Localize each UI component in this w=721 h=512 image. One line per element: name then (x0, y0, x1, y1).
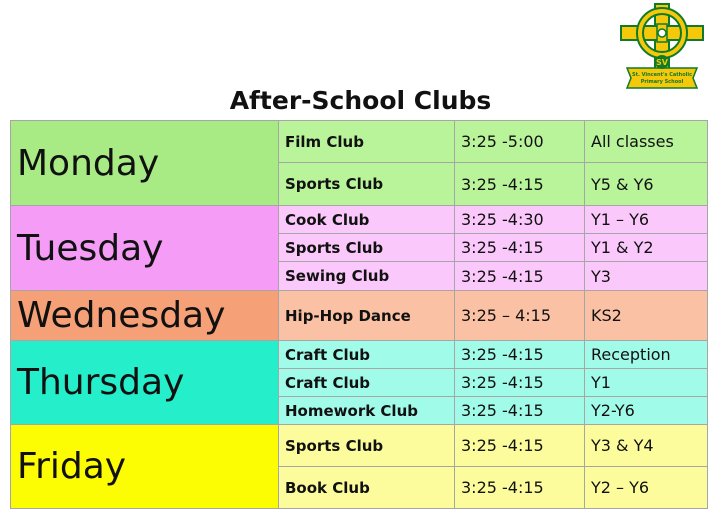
club-time: 3:25 -4:15 (455, 234, 585, 262)
day-thursday: Thursday (11, 341, 279, 425)
table-row (11, 206, 708, 234)
club-name: Homework Club (279, 397, 455, 425)
club-time: 3:25 -4:15 (455, 397, 585, 425)
club-classes: Y2 – Y6 (585, 467, 708, 509)
club-classes: Y1 & Y2 (585, 234, 708, 262)
club-name: Craft Club (279, 341, 455, 369)
club-classes: Y5 & Y6 (585, 163, 708, 206)
day-friday: Friday (11, 425, 279, 509)
club-time: 3:25 -4:15 (455, 425, 585, 467)
club-classes: KS2 (585, 291, 708, 341)
table-row (11, 341, 708, 369)
school-crest-logo (617, 2, 707, 92)
club-name: Sports Club (279, 425, 455, 467)
club-classes: Y2-Y6 (585, 397, 708, 425)
club-name: Cook Club (279, 206, 455, 234)
clubs-timetable (10, 120, 708, 509)
club-classes: Y3 (585, 262, 708, 291)
club-time: 3:25 -5:00 (455, 121, 585, 163)
club-name: Craft Club (279, 369, 455, 397)
club-time: 3:25 -4:15 (455, 163, 585, 206)
svg-text:SV: SV (656, 58, 668, 67)
club-time: 3:25 -4:30 (455, 206, 585, 234)
day-monday: Monday (11, 121, 279, 206)
club-time: 3:25 -4:15 (455, 467, 585, 509)
club-name: Hip-Hop Dance (279, 291, 455, 341)
club-time: 3:25 -4:15 (455, 341, 585, 369)
club-name: Book Club (279, 467, 455, 509)
logo-text-line1: St. Vincent's Catholic (631, 72, 693, 78)
club-classes: Y3 & Y4 (585, 425, 708, 467)
day-tuesday: Tuesday (11, 206, 279, 291)
table-row (11, 425, 708, 467)
club-classes: All classes (585, 121, 708, 163)
club-name: Sports Club (279, 234, 455, 262)
club-classes: Reception (585, 341, 708, 369)
page-title: After-School Clubs (229, 86, 492, 115)
table-row (11, 121, 708, 163)
club-time: 3:25 -4:15 (455, 369, 585, 397)
logo-text-line2: Primary School (640, 79, 684, 85)
club-time: 3:25 -4:15 (455, 262, 585, 291)
club-name: Sports Club (279, 163, 455, 206)
club-classes: Y1 (585, 369, 708, 397)
club-classes: Y1 – Y6 (585, 206, 708, 234)
club-time: 3:25 – 4:15 (455, 291, 585, 341)
club-name: Film Club (279, 121, 455, 163)
club-name: Sewing Club (279, 262, 455, 291)
day-wednesday: Wednesday (11, 291, 279, 341)
table-row (11, 291, 708, 341)
